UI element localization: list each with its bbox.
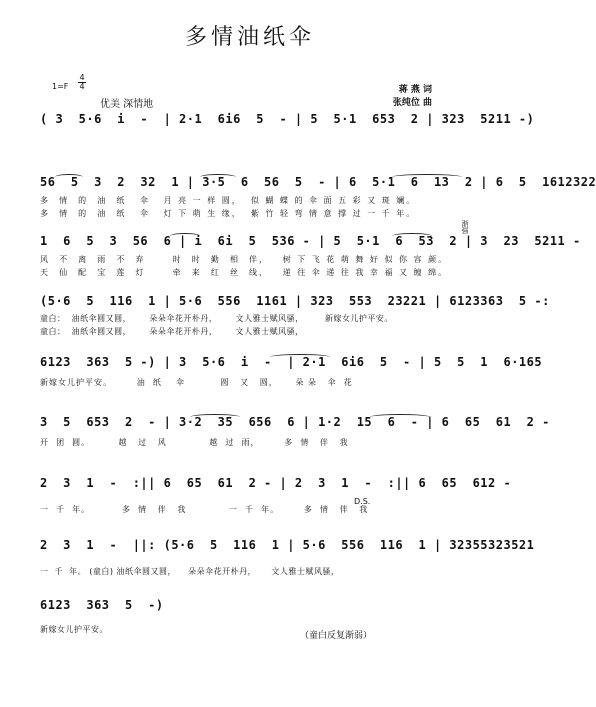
composer-credit: 张纯位 曲 [392,98,432,108]
meter-bottom: 4 [79,82,85,91]
notation-line: 1 6 5 3 56 6 | i 6i 5 536 - | 5 5·1 6 53 2 | 3 23 5211 - [40,234,581,248]
slur-arc [55,174,83,180]
lyric-line-1: 一 千 年。 (童白) 油纸伞圆又圆， 朵朵伞花开朴丹， 文人雅士赋风骚， [40,567,340,576]
dynamic-mark: 渐强 [461,220,469,234]
key-signature: 1=F [52,82,69,91]
slur-arc [200,174,236,180]
ds-mark: D.S. [354,497,371,506]
lyric-line-1: 新嫁女儿护平安。 [40,625,108,634]
slur-arc [392,174,462,180]
time-signature [78,74,86,91]
lyric-line-2: 天 仙 配 宝 莲 灯 牵 来 红 丝 线， 递 往 伞 递 往 我 幸 福 又 缠 绵。 [40,268,449,277]
lyric-line-2: 多 情 的 油 纸 伞 灯 下 萌 生 缘， 紫 竹 轻 弯 情 意 撑 过 一 千 年。 [40,209,417,218]
slur-arc [170,233,200,239]
notation-line: 6123 363 5 -) | 3 5·6 i - | 2·1 6i6 5 - | 5 5 1 6·165 [40,355,543,369]
slur-arc [270,354,330,360]
slur-arc [392,233,432,239]
notation-line: 3 5 653 2 - | 3·2 35 656 6 | 1·2 15 6 - | 6 65 61 2 - [40,415,550,429]
lyric-line-1: 一 千 年。 多 情 伴 我 一 千 年。 多 情 伴 我 [40,505,369,514]
notation-line: 6123 363 5 -) [40,598,164,612]
lyric-line-2: 童白： 油纸伞圆又圆， 朵朵伞花开朴丹， 文人雅士赋风骚， [40,327,304,336]
lyric-line-1: 多 情 的 油 纸 伞 月 亮 一 样 圆， 似 蝴 蝶 的 伞 面 五 彩 又 斑 斓。 [40,196,417,205]
meter-top: 4 [79,73,85,82]
song-title: 多情油纸伞 [184,25,315,50]
lyric-line-1: 开 团 圆。 越 过 风 越 过 雨， 多 情 伴 我 [40,438,349,447]
notation-line: 2 3 1 - ||: (5·6 5 116 1 | 5·6 556 116 1 | 32355323521 [40,538,535,552]
notation-line: 56 5 3 2 32 1 | 3·5 6 56 5 - | 6 5·1 6 13 2 | 6 5 1612322 [40,175,596,189]
lyric-line-1: 新嫁女儿护平安。 油 纸 伞 圆 又 圆， 朵 朵 伞 花 [40,378,353,387]
slur-arc [190,414,240,420]
lyric-line-1: 风 不 离 雨 不 弃 时 时 勤 相 伴， 树 下 飞 花 萌 舞 好 似 你 容 颜。 [40,255,449,264]
performance-note: （童白反复渐弱） [300,631,373,641]
notation-line: ( 3 5·6 i - | 2·1 6i6 5 - | 5 5·1 653 2 | 323 5211 -) [40,112,535,126]
lyricist-credit: 蒋 燕 词 [398,85,432,95]
notation-line: 2 3 1 - :|| 6 65 61 2 - | 2 3 1 - :|| 6 65 612 - [40,476,512,490]
expression-mark: 优美 深情地 [100,99,154,110]
lyric-line-1: 童白： 油纸伞圆又圆， 朵朵伞花开朴丹， 文人雅士赋风骚， 新嫁女儿护平安。 [40,314,393,323]
notation-line: (5·6 5 116 1 | 5·6 556 1161 | 323 553 23221 | 6123363 5 -: [40,294,550,308]
slur-arc [370,414,430,420]
